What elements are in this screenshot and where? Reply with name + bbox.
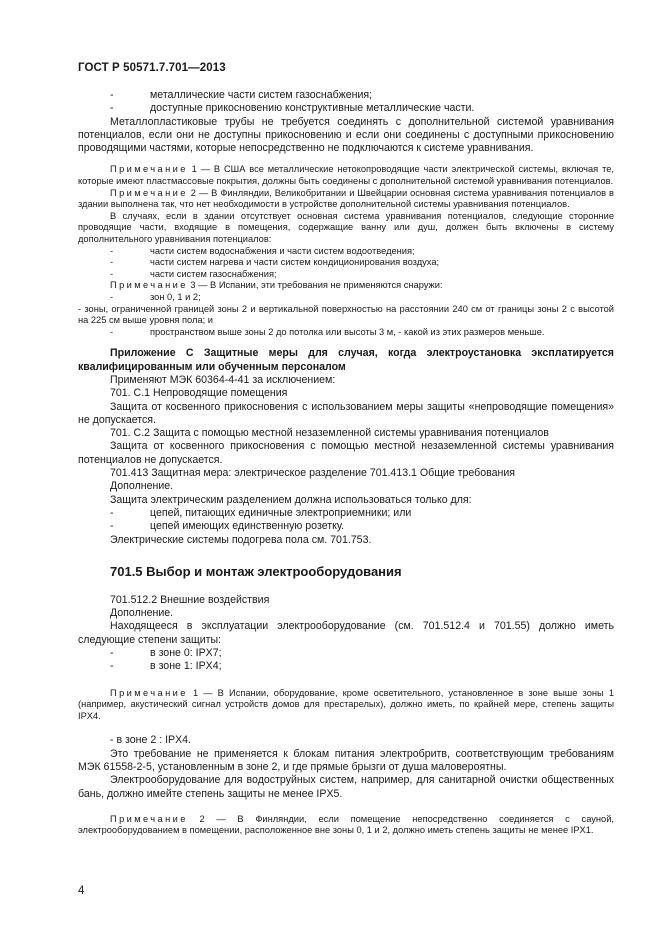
note-paragraph xyxy=(78,280,614,292)
paragraph: Защита от косвенного прикосновения с помощью местной незаземленной системы уравнивания потенциалов не допускается. xyxy=(78,440,614,466)
paragraph: 701.413 Защитная мера: электрическое разделение 701.413.1 Общие требования xyxy=(110,467,516,480)
list-dash: - xyxy=(110,257,114,268)
list-item xyxy=(78,102,614,115)
list-item-text: в зоне 1: IPX4; xyxy=(150,660,222,673)
note-label: Примечание xyxy=(110,687,188,698)
paragraph: Электрические системы подогрева пола см. 701.753. xyxy=(110,533,372,546)
paragraph: Электрооборудование для водоструйных систем, например, для санитарной очистки общественных бань, должно имейте степень защиты не менее IPX5. xyxy=(78,774,614,800)
note-label: Примечание xyxy=(110,187,188,198)
paragraph: Применяют МЭК 60364-4-41 за исключением: xyxy=(110,373,336,386)
list-dash: - xyxy=(110,102,114,115)
paragraph: - в зоне 2 : IPX4. xyxy=(110,734,191,747)
list-item-text: части систем водоснабжения и части систем водоотведения; xyxy=(150,245,415,256)
list-dash: - xyxy=(110,506,114,519)
paragraph: Металлопластиковые трубы не требуется соединять с дополнительной системой уравнивания потенциалов, если они не доступны прикосновению и если они соединены с доступными прикосновению проводящими частями, которые непосредственно не подключаются к системе уравнивания. xyxy=(78,115,614,155)
list-item xyxy=(78,660,614,673)
list-dash: - xyxy=(110,245,114,256)
list-item-text: части систем нагрева и части систем кондиционирования воздуха; xyxy=(150,257,440,268)
list-dash: - xyxy=(110,268,114,279)
paragraph: - зоны, ограниченной границей зоны 2 и вертикальной поверхностью на расстоянии 240 см от границы зоны 2 с высотой на 225 см выше уровня пола; и xyxy=(78,303,614,326)
note-text: 1 — В Испании, оборудование, кроме осветительного, установленное в зоне выше зоны 1 (например, акустический сигнал устройств домов для престарелых), должно иметь, по крайней мере, степень защиты IPX4. xyxy=(78,687,614,721)
list-item xyxy=(78,269,614,281)
note-text: 2 — В Финляндии, Великобритании и Швейцарии основная система уравнивания потенциалов в здании выполнена так, что нет необходимости в устройстве дополнительной системы уравнивания потенциалов. xyxy=(78,187,614,210)
list-dash: - xyxy=(110,292,114,303)
note-text: 2 — В Финляндии, если помещение непосредственно соединяется с сауной, электрооборудованием в помещении, расположенное вне зоны 0, 1 и 2, должно иметь степень защиты не менее IPX1. xyxy=(78,813,614,836)
list-dash: - xyxy=(110,660,114,673)
paragraph: Это требование не применяется к блокам питания электробритв, соответствующим требованиям МЭК 61558-2-5, установленным в зоне 2, и где прямые брызги от душа маловероятны. xyxy=(78,747,614,773)
list-item xyxy=(78,520,614,533)
list-item xyxy=(78,89,614,102)
appendix-heading: Приложение С Защитные меры для случая, когда электроустановка эксплатируется квалифицированным или обученным персоналом xyxy=(78,347,614,373)
note-label: Примечание xyxy=(110,164,188,175)
note-paragraph xyxy=(78,164,614,187)
list-item xyxy=(78,257,614,269)
list-dash: - xyxy=(110,520,114,533)
note-paragraph xyxy=(78,814,614,837)
paragraph: 701. С.1 Непроводящие помещения xyxy=(110,387,288,400)
paragraph: Находящееся в эксплуатации электрооборудование (см. 701.512.4 и 701.55) должно иметь следующие степени защиты: xyxy=(78,620,614,646)
section-heading: 701.5 Выбор и монтаж электрооборудования xyxy=(110,563,402,579)
list-item xyxy=(78,246,614,258)
note-label: Примечание xyxy=(110,280,188,291)
note-text: 3 — В Испании, эти требования не применяются снаружи: xyxy=(187,280,443,291)
page-number: 4 xyxy=(78,885,85,897)
list-item-text: в зоне 0: IPX7; xyxy=(150,647,222,660)
list-item-text: металлические части систем газоснабжения; xyxy=(150,89,373,101)
paragraph: Дополнение. xyxy=(110,480,174,493)
list-dash: - xyxy=(110,647,114,660)
note-paragraph xyxy=(78,688,614,723)
list-item-text: доступные прикосновению конструктивные металлические части. xyxy=(150,102,475,115)
note-label: Примечание xyxy=(110,813,188,824)
list-item-text: части систем газоснабжения; xyxy=(150,268,277,279)
note-text: 1 — В США все металлические нетокопроводящие части электрической системы, включая те, которые имеют пластмассовые покрытия, должны быть соединены с дополнительной системой уравнивания потенциалов. xyxy=(78,164,614,187)
page-content xyxy=(78,89,614,837)
list-item xyxy=(78,647,614,660)
paragraph: 701. С.2 Защита с помощью местной незаземленной системы уравнивания потенциалов xyxy=(110,427,549,440)
list-item-text: цепей, питающих единичные электроприемники; или xyxy=(150,506,412,519)
paragraph: 701.512.2 Внешние воздействия xyxy=(110,593,270,606)
list-dash: - xyxy=(110,326,114,337)
list-dash: - xyxy=(110,89,114,101)
list-item xyxy=(78,292,614,304)
list-item xyxy=(78,327,614,339)
list-item xyxy=(78,507,614,520)
paragraph: Дополнение. xyxy=(110,607,174,620)
list-item-text: пространством выше зоны 2 до потолка или высоты 3 м, - какой из этих размеров меньше. xyxy=(150,326,545,337)
note-paragraph xyxy=(78,188,614,211)
paragraph: В случаях, если в здании отсутствует основная система уравнивания потенциалов, следующие сторонние проводящие части, входящие в помещения, содержащие ванну или душ, должен быть включены в систему дополнительного уравнивания потенциалов: xyxy=(78,210,614,245)
list-item-text: зон 0, 1 и 2; xyxy=(150,292,201,303)
list-item-text: цепей имеющих единственную розетку. xyxy=(150,520,345,533)
paragraph: Защита электрическим разделением должна использоваться только для: xyxy=(110,493,472,506)
page-header: ГОСТ Р 50571.7.701—2013 xyxy=(78,62,226,74)
paragraph: Защита от косвенного прикосновения с использованием меры защиты «непроводящие помещения» не допускается. xyxy=(78,400,614,426)
